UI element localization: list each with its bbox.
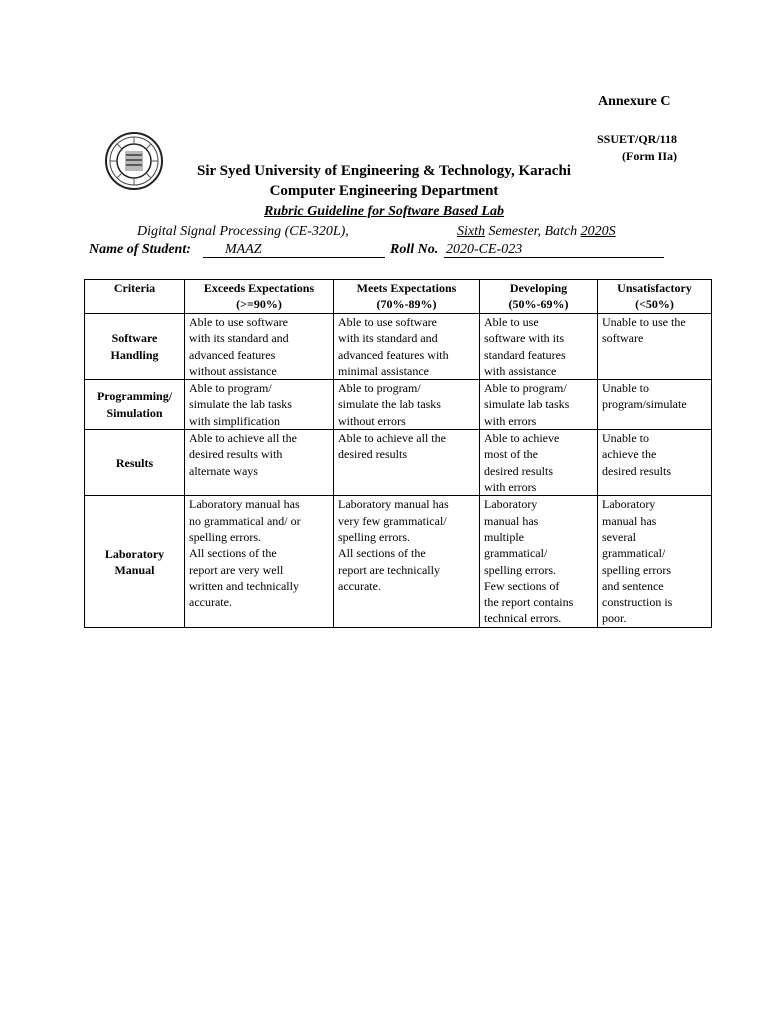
student-label: Name of Student: [89, 242, 191, 257]
form-code-block [597, 131, 677, 165]
annexure-label: Annexure C [598, 94, 671, 109]
form-code: SSUET/QR/118 [596, 132, 677, 146]
table-cell: Unable to achieve the desired results [598, 430, 712, 496]
rubric-title: Rubric Guideline for Software Based Lab [264, 204, 504, 219]
student-name-field [203, 242, 385, 258]
student-name: MAAZ [203, 243, 385, 258]
roll-number: 2020-CE-023 [444, 243, 664, 258]
table-cell: Able to achieve all the desired results with alternate ways [185, 430, 334, 496]
university-name: Sir Syed University of Engineering & Technology, Karachi [197, 163, 571, 179]
table-cell: Laboratory manual has multiple grammatical/ spelling errors. Few sections of the report contains technical errors. [480, 496, 598, 628]
table-cell: Laboratory manual has no grammatical and/ or spelling errors. All sections of the report are very well written and technically accurate. [185, 496, 334, 628]
table-cell: Laboratory manual has several grammatical/ spelling errors and sentence construction is poor. [598, 496, 712, 628]
roll-label: Roll No. [390, 242, 439, 257]
table-cell: Able to program/ simulate lab tasks with errors [480, 380, 598, 430]
table-cell: Unable to use the software [598, 314, 712, 380]
criteria-cell: Laboratory Manual [85, 496, 185, 628]
table-cell: Able to program/ simulate the lab tasks with simplification [185, 380, 334, 430]
table-row [85, 314, 712, 380]
semester-value: Sixth [457, 224, 485, 239]
department-name: Computer Engineering Department [269, 183, 499, 199]
table-header-row [85, 280, 712, 314]
university-seal-icon [104, 131, 164, 191]
criteria-cell: Programming/ Simulation [85, 380, 185, 430]
table-cell: Able to use software with its standard and advanced features with minimal assistance [334, 314, 480, 380]
table-cell: Laboratory manual has very few grammatical/ spelling errors. All sections of the report are technically accurate. [334, 496, 480, 628]
header-exceeds: Exceeds Expectations (>=90%) [185, 280, 334, 314]
table-row [85, 496, 712, 628]
table-cell: Able to achieve most of the desired results with errors [480, 430, 598, 496]
form-number: (Form IIa) [622, 149, 677, 163]
semester-batch [457, 224, 616, 240]
table-cell: Unable to program/simulate [598, 380, 712, 430]
header-criteria: Criteria [85, 280, 185, 314]
course-name: Digital Signal Processing (CE-320L), [137, 224, 349, 239]
table-cell: Able to use software with its standard features with assistance [480, 314, 598, 380]
table-cell: Able to program/ simulate the lab tasks without errors [334, 380, 480, 430]
table-cell: Able to use software with its standard and advanced features without assistance [185, 314, 334, 380]
rubric-table [84, 279, 712, 628]
roll-number-field [444, 242, 664, 258]
semester-suffix: Semester, Batch [485, 224, 581, 239]
header-developing: Developing (50%-69%) [480, 280, 598, 314]
header-unsatisfactory: Unsatisfactory (<50%) [598, 280, 712, 314]
criteria-cell: Software Handling [85, 314, 185, 380]
table-row [85, 380, 712, 430]
criteria-cell: Results [85, 430, 185, 496]
table-row [85, 430, 712, 496]
header-meets: Meets Expectations (70%-89%) [334, 280, 480, 314]
table-cell: Able to achieve all the desired results [334, 430, 480, 496]
batch-value: 2020S [580, 224, 616, 239]
